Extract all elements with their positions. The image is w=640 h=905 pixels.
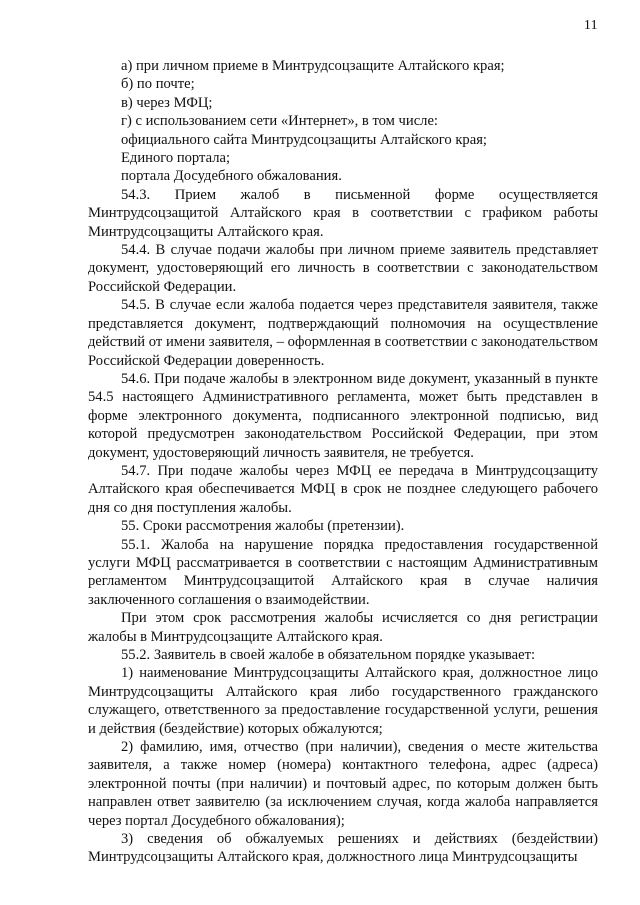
paragraph-54-6: 54.6. При подаче жалобы в электронном виде документ, указанный в пункте 54.5 настоящего Административного регламента, может быть представлен в форме электронного документа, подписанного электронной подписью, вид которой предусмотрен законодательством Российской Федерации, при этом документ, удостоверяющий личность заявителя, не требуется. [88, 370, 598, 461]
requirement-item-1: 1) наименование Минтрудсоцзащиты Алтайского края, должностное лицо Минтрудсоцзащиты Алтайского края либо государственного гражданского служащего, ответственного за предоставление государственной услуги, решения и действия (бездействие) которых обжалуются; [88, 665, 598, 737]
page-number: 11 [583, 18, 598, 33]
sub-item-unified-portal: Единого портала; [121, 150, 231, 167]
paragraph-55-1: 55.1. Жалоба на нарушение порядка предоставления государственной услуги МФЦ рассматривается в соответствии с настоящим Административным регламентом Минтрудсоцзащитой Алтайского края в случае наличия заключенного соглашения о взаимодействии. [88, 536, 598, 608]
paragraph-55-1-term: При этом срок рассмотрения жалобы исчисляется со дня регистрации жалобы в Минтрудсоцзащите Алтайского края. [88, 610, 598, 645]
list-item-v: в) через МФЦ; [121, 94, 213, 111]
paragraph-54-3: 54.3. Прием жалоб в письменной форме осуществляется Минтрудсоцзащитой Алтайского края в соответствии с графиком работы Минтрудсоцзащиты Алтайского края. [88, 186, 598, 240]
requirement-item-3: 3) сведения об обжалуемых решениях и действиях (бездействии) Минтрудсоцзащиты Алтайского края, должностного лица Минтрудсоцзащиты [88, 831, 598, 866]
paragraph-55-2: 55.2. Заявитель в своей жалобе в обязательном порядке указывает: [121, 647, 535, 663]
paragraph-54-4: 54.4. В случае подачи жалобы при личном приеме заявитель представляет документ, удостоверяющий его личность в соответствии с законодательством Российской Федерации. [88, 242, 598, 295]
paragraph-54-5: 54.5. В случае если жалоба подается через представителя заявителя, также представляется документ, подтверждающий полномочия на осуществление действий от имени заявителя, – оформленная в соответствии с законодательством Российской Федерации доверенность. [88, 297, 598, 369]
paragraph-54-7: 54.7. При подаче жалобы через МФЦ ее передача в Минтрудсоцзащиту Алтайского края обеспечивается МФЦ в срок не позднее следующего рабочего дня со дня поступления жалобы. [88, 462, 598, 516]
sub-item-appeal-portal: портала Досудебного обжалования. [121, 168, 342, 185]
document-body [88, 57, 598, 867]
requirement-item-2: 2) фамилию, имя, отчество (при наличии), сведения о месте жительства заявителя, а также номер (номера) контактного телефона, адрес (адреса) электронной почты (при наличии) и почтовый адрес, по которым должен быть направлен ответ заявителю (за исключением случая, когда жалоба направляется через портал Досудебного обжалования); [88, 739, 598, 829]
list-item-a: а) при личном приеме в Минтрудсоцзащите Алтайского края; [121, 58, 505, 74]
sub-item-official-site: официального сайта Минтрудсоцзащиты Алтайского края; [121, 131, 487, 148]
list-item-b: б) по почте; [121, 76, 195, 93]
list-item-g: г) с использованием сети «Интернет», в том числе: [121, 113, 438, 130]
section-heading-55: 55. Сроки рассмотрения жалобы (претензии). [121, 518, 405, 535]
